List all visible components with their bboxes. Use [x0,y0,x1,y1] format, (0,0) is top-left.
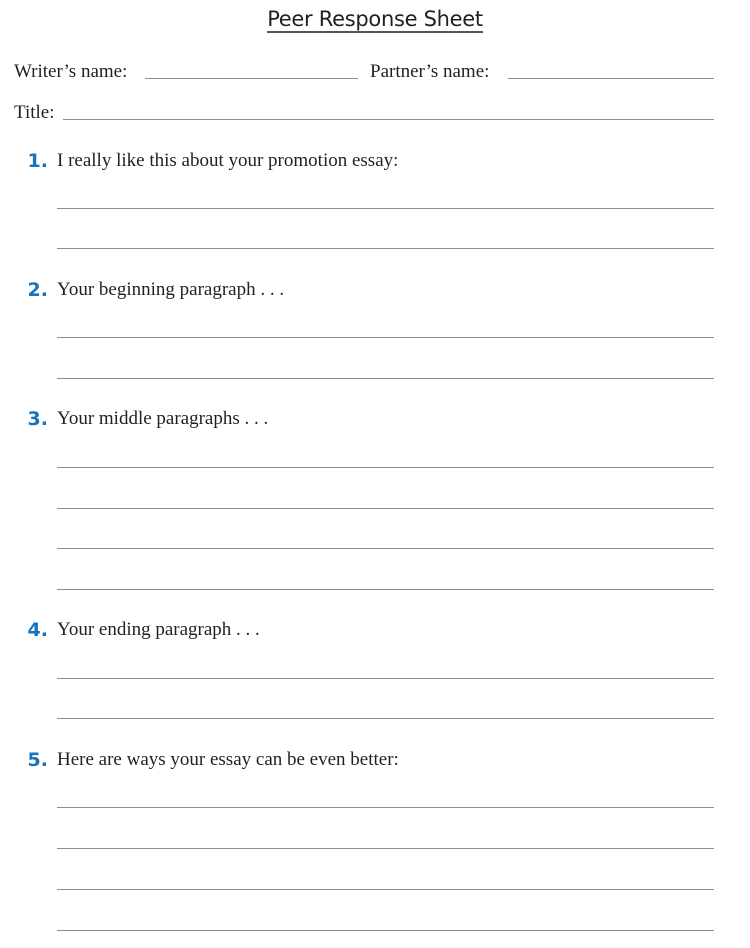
question-number: 1. [27,150,48,172]
partner-name-field[interactable] [508,78,714,79]
question-text: Here are ways your essay can be even better: [57,749,399,770]
title-field[interactable] [63,119,714,120]
question-text: I really like this about your promotion essay: [57,150,399,171]
answer-line[interactable] [57,718,714,719]
answer-line[interactable] [57,378,714,379]
answer-line[interactable] [57,508,714,509]
writer-name-field[interactable] [145,78,358,79]
question-number: 2. [27,279,48,301]
question-text: Your ending paragraph . . . [57,619,260,640]
question-text: Your middle paragraphs . . . [57,408,269,429]
question-number: 5. [27,749,48,771]
answer-line[interactable] [57,467,714,468]
answer-line[interactable] [57,589,714,590]
answer-line[interactable] [57,807,714,808]
answer-line[interactable] [57,930,714,931]
writer-name-label: Writer’s name: [14,61,128,82]
answer-line[interactable] [57,889,714,890]
answer-line[interactable] [57,337,714,338]
question-number: 3. [27,408,48,430]
answer-line[interactable] [57,248,714,249]
question-text: Your beginning paragraph . . . [57,279,285,300]
title-label: Title: [14,102,55,123]
question-number: 4. [27,619,48,641]
answer-line[interactable] [57,208,714,209]
page-title: Peer Response Sheet [267,7,483,31]
partner-name-label: Partner’s name: [370,61,490,82]
answer-line[interactable] [57,848,714,849]
answer-line[interactable] [57,678,714,679]
answer-line[interactable] [57,548,714,549]
